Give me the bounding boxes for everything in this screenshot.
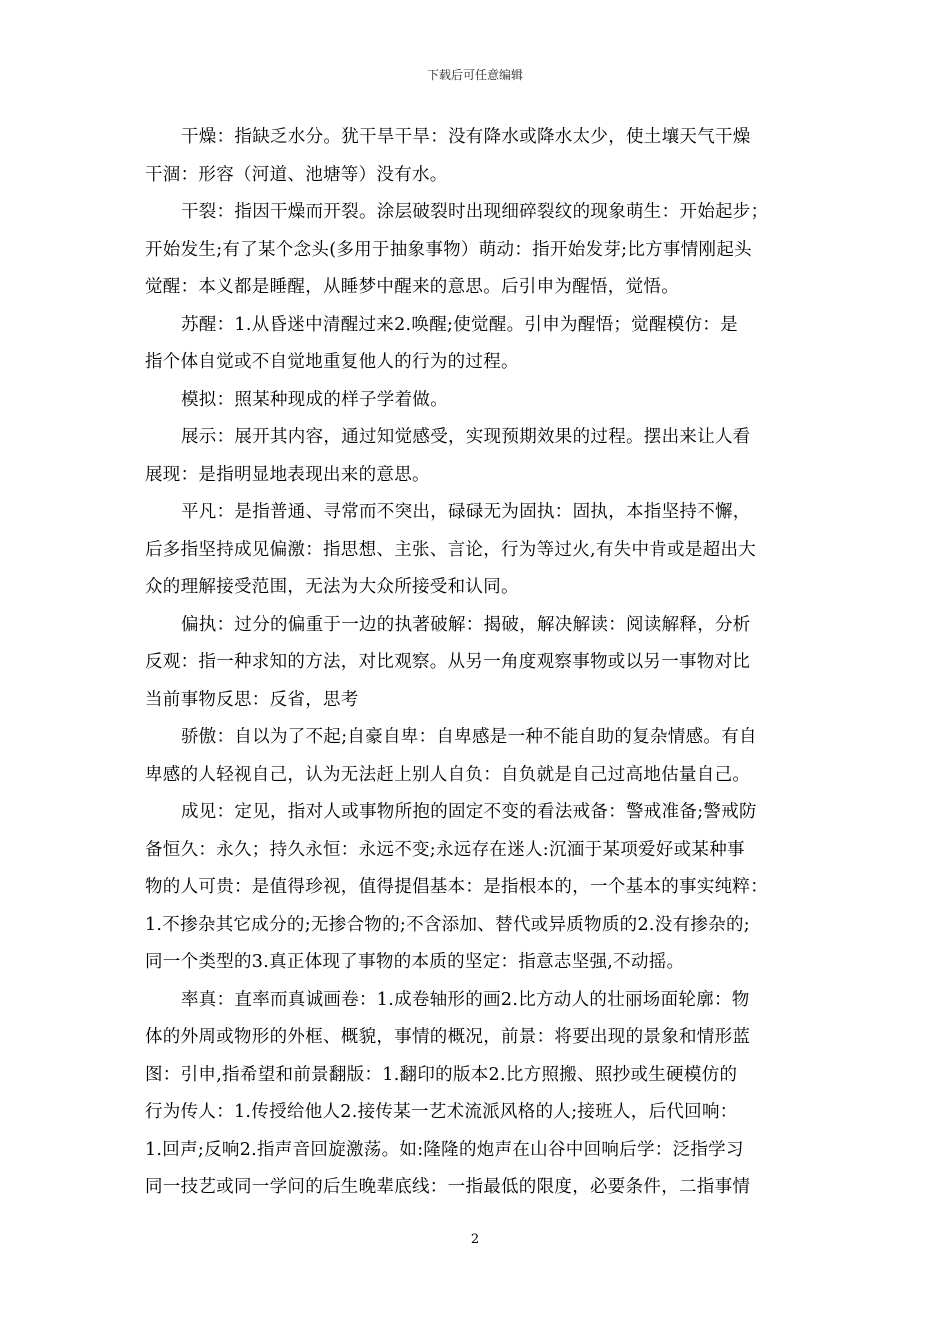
page-number: 2: [470, 1232, 480, 1247]
document-body: [145, 124, 810, 1212]
text-line: 模拟：照某种现成的样子学着做。: [181, 389, 448, 410]
text-line: 骄傲：自以为了不起;自豪自卑：自卑感是一种不能自助的复杂情感。有自: [181, 727, 757, 747]
text-line: 展示：展开其内容，通过知觉感受，实现预期效果的过程。摆出来让人看: [181, 427, 751, 447]
text-line: 反观：指一种求知的方法，对比观察。从另一角度观察事物或以另一事物对比: [145, 652, 751, 672]
text-line: 备恒久：永久；持久永恒：永远不变;永远存在迷人:沉湎于某项爱好或某种事: [145, 839, 745, 860]
text-line: 成见：定见，指对人或事物所抱的固定不变的看法戒备：警戒准备;警戒防: [181, 802, 757, 822]
text-line: 当前事物反思：反省，思考: [145, 689, 359, 710]
text-line: 偏执：过分的偏重于一边的执著破解：揭破，解决解读：阅读解释，分析: [181, 614, 751, 635]
text-line: 指个体自觉或不自觉地重复他人的行为的过程。: [145, 352, 519, 372]
text-line: 干涸：形容（河道、池塘等）没有水。: [145, 164, 448, 185]
text-line: 行为传人：1.传授给他人2.接传某一艺术流派风格的人;接班人，后代回响：: [145, 1102, 738, 1122]
text-line: 众的理解接受范围，无法为大众所接受和认同。: [145, 577, 519, 597]
text-line: 平凡：是指普通、寻常而不突出，碌碌无为固执：固执，本指坚持不懈，: [181, 502, 751, 522]
text-line: 卑感的人轻视自己，认为无法赶上别人自负：自负就是自己过高地估量自己。: [145, 764, 751, 785]
text-line: 1.不掺杂其它成分的;无掺合物的;不含添加、替代或异质物质的2.没有掺杂的;: [145, 914, 750, 935]
text-line: 1.回声;反响2.指声音回旋激荡。如:隆隆的炮声在山谷中回响后学：泛指学习: [145, 1139, 744, 1160]
text-line: 干燥：指缺乏水分。犹干旱干旱：没有降水或降水太少，使土壤天气干燥: [181, 127, 751, 147]
text-line: 展现：是指明显地表现出来的意思。: [145, 464, 430, 485]
text-line: 同一技艺或同一学问的后生晚辈底线：一指最低的限度，必要条件，二指事情: [145, 1177, 751, 1197]
text-line: 图：引申,指希望和前景翻版：1.翻印的版本2.比方照搬、照抄或生硬模仿的: [145, 1064, 738, 1085]
text-line: 同一个类型的3.真正体现了事物的本质的坚定：指意志坚强,不动摇。: [145, 952, 685, 972]
text-line: 物的人可贵：是值得珍视，值得提倡基本：是指根本的，一个基本的事实纯粹：: [145, 877, 768, 897]
text-line: 苏醒：1.从昏迷中清醒过来2.唤醒;使觉醒。引申为醒悟；觉醒模仿：是: [181, 314, 738, 335]
page-header: 下载后可任意编辑: [426, 68, 523, 82]
text-line: 开始发生;有了某个念头(多用于抽象事物）萌动：指开始发芽;比方事情刚起头: [145, 239, 752, 260]
text-line: 干裂：指因干燥而开裂。涂层破裂时出现细碎裂纹的现象萌生：开始起步；: [181, 202, 769, 222]
text-line: 体的外周或物形的外框、概貌，事情的概况，前景：将要出现的景象和情形蓝: [145, 1027, 751, 1047]
text-line: 后多指坚持成见偏激：指思想、主张、言论，行为等过火,有失中肯或是超出大: [145, 539, 757, 560]
text-line: 率真：直率而真诚画卷：1.成卷轴形的画2.比方动人的壮丽场面轮廓：物: [181, 989, 750, 1010]
text-line: 觉醒：本义都是睡醒，从睡梦中醒来的意思。后引申为醒悟，觉悟。: [145, 277, 679, 297]
